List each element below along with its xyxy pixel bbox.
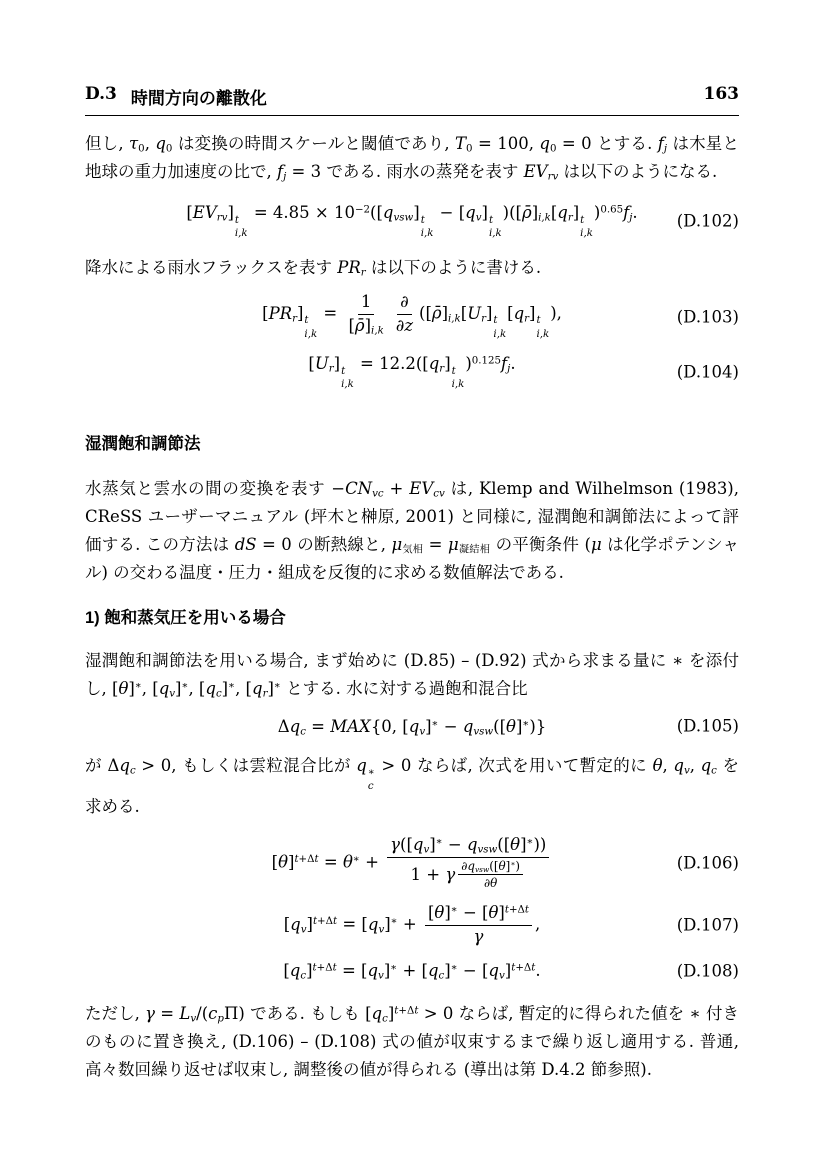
paragraph-rain-flux: 降水による雨水フラックスを表す $PR_r$ は以下のように書ける. [85, 258, 542, 279]
equation-d106-math: $[\theta]^{t+\Delta t} = \theta^∗$ + $\gamma([q_v]^∗ - q_{vsw}([\theta]^∗))$ 1 + γ $\partial q_{vsw}([\theta]^∗)$ ∂θ [272, 835, 553, 891]
equation-d107-math: $[q_v]^{t+\Delta t} = [q_v]^∗$ + $\frac{[\theta]^∗ - [\theta]^{t+\Delta t}}{\gamma}$ , [283, 903, 541, 946]
equation-d104 [85, 349, 739, 395]
equation-d107-number: (D.107) [676, 915, 739, 935]
equation-d103-math: $[PR_r]$ t i,k = $\frac{1}{[\rhō]_{i,k}}$ ∂ ∂z ($[\rhō]_{i,k}[U_r]$ t i,k $[q_r]$ t i,k ), [262, 292, 562, 340]
equation-d105-math: $\Delta q_c = MAX\{0$, $[q_v]^∗ - q_{vsw}([\theta]^∗)$} [277, 716, 547, 738]
equation-d106-number: (D.106) [676, 853, 739, 873]
equation-d104-number: (D.104) [676, 362, 739, 382]
page-content [85, 84, 739, 1084]
section-title: 時間方向の離散化 [130, 89, 267, 109]
equation-d108 [85, 956, 739, 986]
equation-d103-number: (D.103) [676, 306, 739, 326]
heading-saturation-vapor-pressure-case: 1) 飽和蒸気圧を用いる場合 [85, 609, 286, 628]
equation-d108-number: (D.108) [676, 961, 739, 981]
paragraph-method-description: 水蒸気と雲水の間の変換を表す $-CN_{vc} + EV_{cv}$ は, Klemp and Wilhelmson (1983), CReSS ユーザーマニュアル (坪木と榊原, 2001) と同様に, 湿潤飽和調節法によって評価する. この方法は dS = 0 の断熱線と, $\mu_{気相} = \mu_{凝結相}$ の平衡条件 (μ は化学ポテンシャル) の交わる温度・圧力・組成を反復的に求める数値解法である. [85, 479, 739, 583]
paragraph-case1-intro: 湿潤飽和調節法を用いる場合, まず始めに (D.85) – (D.92) 式から求まる量に ∗ を添付し, [θ]∗, $[q_v]^∗$, $[q_c]^∗$, $[q_r]^∗$ とする. 水に対する過飽和混合比 [85, 651, 739, 700]
page-number: 163 [703, 84, 739, 104]
equation-d102 [85, 198, 739, 244]
heading-moist-saturation-adjustment: 湿潤飽和調節法 [85, 435, 201, 454]
equation-d102-math: $[EV_{rv}]$ t i,k = $4.85 \times 10^{-2}([q_{vsw}]$ t i,k − $[q_v]$ t i,k )($[\rhō]_{i,k}[q_r]$ t i,k )$^{0.65}f_j$. [186, 203, 638, 239]
running-header [85, 84, 267, 109]
equation-d104-math: $[U_r]$ t i,k = $12.2([q_r]$ t i,k )$^{0.125}f_j$. [308, 354, 516, 390]
paragraph-condition: が $\Delta q_c > 0$, もしくは雲粒混合比が q ∗ c > 0 ならば, 次式を用いて暫定的に θ, $q_v$, $q_c$ を求める. [85, 755, 739, 816]
equation-d108-math: $[q_c]^{t+\Delta t} = [q_v]^∗ + [q_c]^∗ - [q_v]^{t+\Delta t}$. [283, 961, 541, 982]
equation-d103 [85, 288, 739, 345]
equation-d105-number: (D.105) [676, 716, 739, 736]
page-header [85, 84, 739, 116]
equation-d107 [85, 899, 739, 951]
equation-d102-number: (D.102) [676, 211, 739, 231]
paragraph-iteration-note: ただし, $\gamma = L_v/(c_p\Pi)$ である. もしも $[q_c]^{t+\Delta t} > 0$ ならば, 暫定的に得られた値を ∗ 付きのものに置き換え, (D.106) – (D.108) 式の値が収束するまで繰り返し適用する. 普通, 高々数回繰り返せば収束し, 調整後の値が得られる (導出は第 D.4.2 節参照). [85, 1003, 739, 1079]
section-number: D.3 [85, 84, 117, 104]
paragraph-intro: 但し, $\tau_0$, $q_0$ は変換の時間スケールと閾値であり, $T_0 = 100$, $q_0 = 0$ とする. $f_j$ は木星と地球の重力加速度の比で, $f_j = 3$ である. 雨水の蒸発を表す $EV_{rv}$ は以下のようになる. [85, 134, 739, 183]
equation-d106 [85, 831, 739, 895]
equation-d105 [85, 711, 739, 741]
